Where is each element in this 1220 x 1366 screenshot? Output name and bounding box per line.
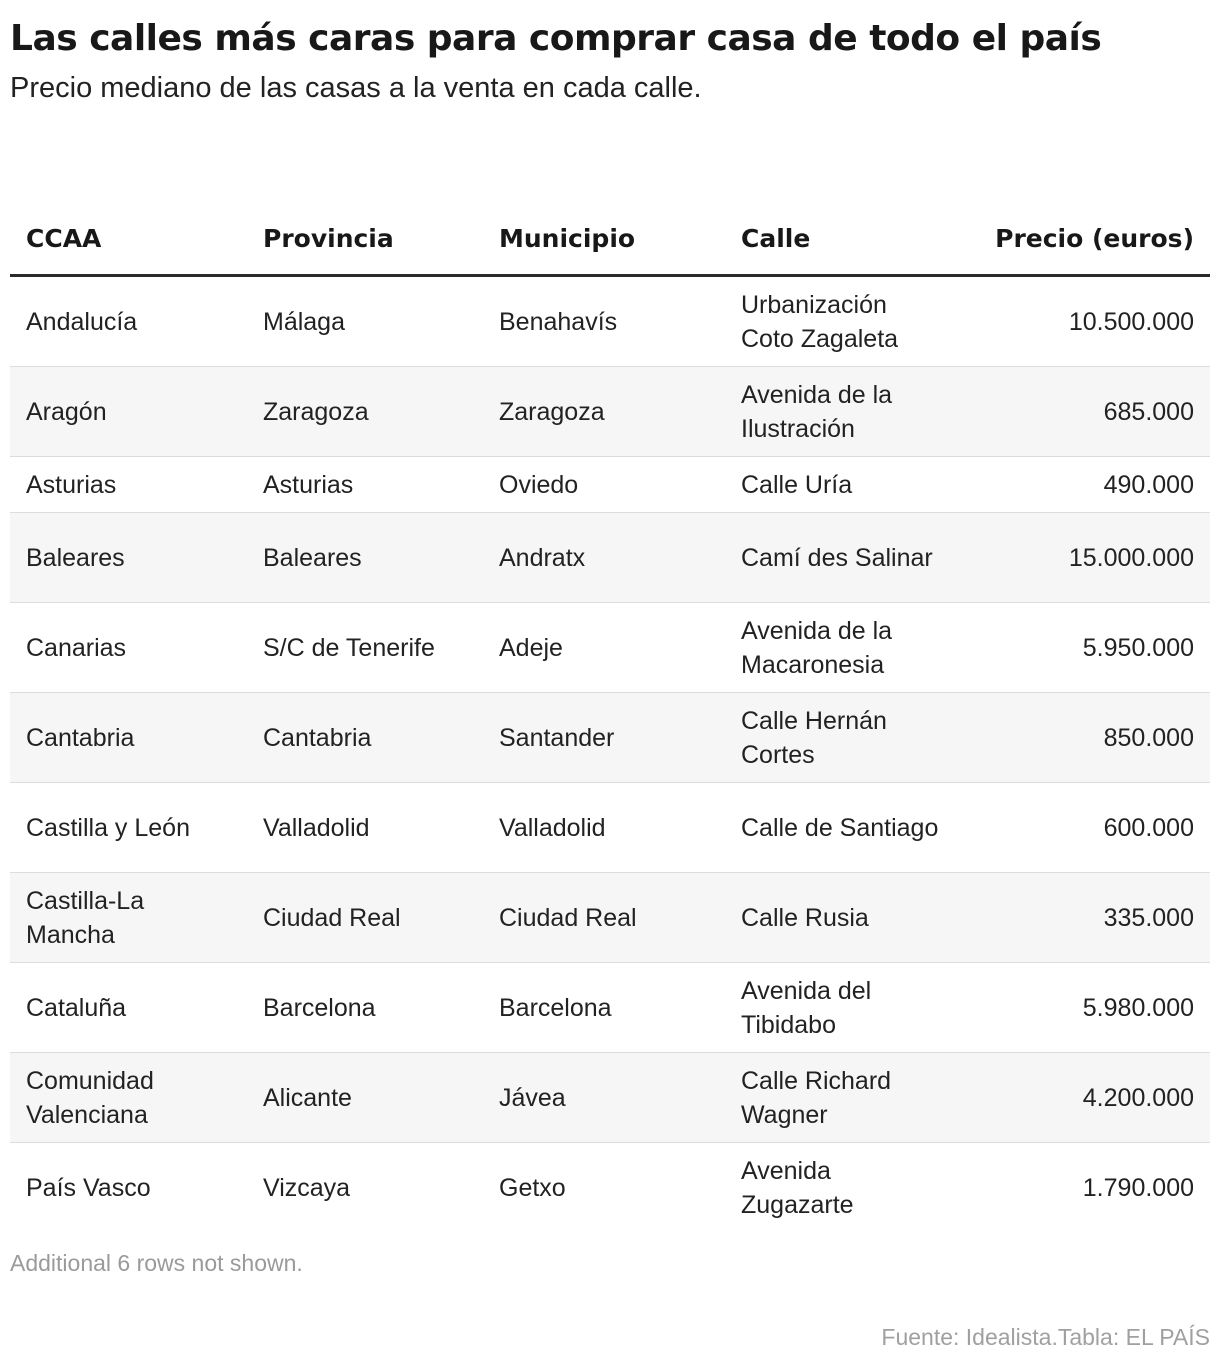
cell-municipio: Adeje xyxy=(483,603,725,693)
table-row xyxy=(10,367,1210,457)
table-row xyxy=(10,1143,1210,1233)
column-header-provincia: Provincia xyxy=(247,172,483,276)
cell-municipio: Getxo xyxy=(483,1143,725,1233)
cell-municipio: Andratx xyxy=(483,513,725,603)
cell-provincia: Baleares xyxy=(247,513,483,603)
table-row xyxy=(10,457,1210,513)
cell-provincia: Málaga xyxy=(247,276,483,367)
table-row xyxy=(10,1053,1210,1143)
cell-provincia: Ciudad Real xyxy=(247,873,483,963)
chart-title: Las calles más caras para comprar casa de todo el país xyxy=(10,18,1102,59)
cell-calle: Calle de Santiago xyxy=(725,783,958,873)
column-header-municipio: Municipio xyxy=(483,172,725,276)
cell-provincia: Alicante xyxy=(247,1053,483,1143)
cell-precio: 850.000 xyxy=(958,693,1210,783)
cell-calle: Calle Uría xyxy=(725,457,958,513)
cell-ccaa: Cataluña xyxy=(10,963,247,1053)
rows-hidden-note: Additional 6 rows not shown. xyxy=(10,1250,303,1276)
cell-municipio: Oviedo xyxy=(483,457,725,513)
cell-precio: 335.000 xyxy=(958,873,1210,963)
cell-municipio: Barcelona xyxy=(483,963,725,1053)
cell-municipio: Zaragoza xyxy=(483,367,725,457)
cell-ccaa: Baleares xyxy=(10,513,247,603)
cell-precio: 5.950.000 xyxy=(958,603,1210,693)
cell-precio: 4.200.000 xyxy=(958,1053,1210,1143)
cell-precio: 685.000 xyxy=(958,367,1210,457)
cell-provincia: S/C de Tenerife xyxy=(247,603,483,693)
column-header-calle: Calle xyxy=(725,172,958,276)
cell-municipio: Jávea xyxy=(483,1053,725,1143)
table-row xyxy=(10,276,1210,367)
table-row xyxy=(10,513,1210,603)
cell-ccaa: Cantabria xyxy=(10,693,247,783)
cell-provincia: Cantabria xyxy=(247,693,483,783)
cell-precio: 600.000 xyxy=(958,783,1210,873)
cell-calle: Urbanización Coto Zagaleta xyxy=(725,276,958,367)
cell-precio: 490.000 xyxy=(958,457,1210,513)
cell-ccaa: Comunidad Valenciana xyxy=(10,1053,247,1143)
cell-ccaa: Canarias xyxy=(10,603,247,693)
cell-calle: Calle Rusia xyxy=(725,873,958,963)
table-header xyxy=(10,172,1210,276)
cell-precio: 10.500.000 xyxy=(958,276,1210,367)
cell-calle: Avenida de la Macaronesia xyxy=(725,603,958,693)
source-credit: Fuente: Idealista.Tabla: EL PAÍS xyxy=(881,1324,1210,1350)
cell-ccaa: Aragón xyxy=(10,367,247,457)
cell-calle: Avenida del Tibidabo xyxy=(725,963,958,1053)
cell-municipio: Valladolid xyxy=(483,783,725,873)
header-row xyxy=(10,172,1210,276)
cell-calle: Avenida de la Ilustración xyxy=(725,367,958,457)
table-row xyxy=(10,783,1210,873)
cell-provincia: Zaragoza xyxy=(247,367,483,457)
cell-calle: Calle Hernán Cortes xyxy=(725,693,958,783)
chart-subtitle: Precio mediano de las casas a la venta en cada calle. xyxy=(10,72,702,104)
cell-ccaa: Castilla-La Mancha xyxy=(10,873,247,963)
table-figure xyxy=(10,0,1210,1350)
table-row xyxy=(10,963,1210,1053)
cell-calle: Camí des Salinar xyxy=(725,513,958,603)
cell-ccaa: Asturias xyxy=(10,457,247,513)
cell-municipio: Santander xyxy=(483,693,725,783)
cell-calle: Avenida Zugazarte xyxy=(725,1143,958,1233)
table-body xyxy=(10,276,1210,1233)
table-row xyxy=(10,693,1210,783)
cell-ccaa: Andalucía xyxy=(10,276,247,367)
cell-provincia: Valladolid xyxy=(247,783,483,873)
cell-provincia: Asturias xyxy=(247,457,483,513)
cell-calle: Calle Richard Wagner xyxy=(725,1053,958,1143)
cell-precio: 15.000.000 xyxy=(958,513,1210,603)
table-row xyxy=(10,603,1210,693)
cell-precio: 5.980.000 xyxy=(958,963,1210,1053)
table-row xyxy=(10,873,1210,963)
column-header-precio: Precio (euros) xyxy=(958,172,1210,276)
column-header-ccaa: CCAA xyxy=(10,172,247,276)
cell-provincia: Vizcaya xyxy=(247,1143,483,1233)
cell-municipio: Ciudad Real xyxy=(483,873,725,963)
cell-precio: 1.790.000 xyxy=(958,1143,1210,1233)
cell-municipio: Benahavís xyxy=(483,276,725,367)
data-table xyxy=(10,172,1210,1232)
cell-provincia: Barcelona xyxy=(247,963,483,1053)
cell-ccaa: País Vasco xyxy=(10,1143,247,1233)
cell-ccaa: Castilla y León xyxy=(10,783,247,873)
